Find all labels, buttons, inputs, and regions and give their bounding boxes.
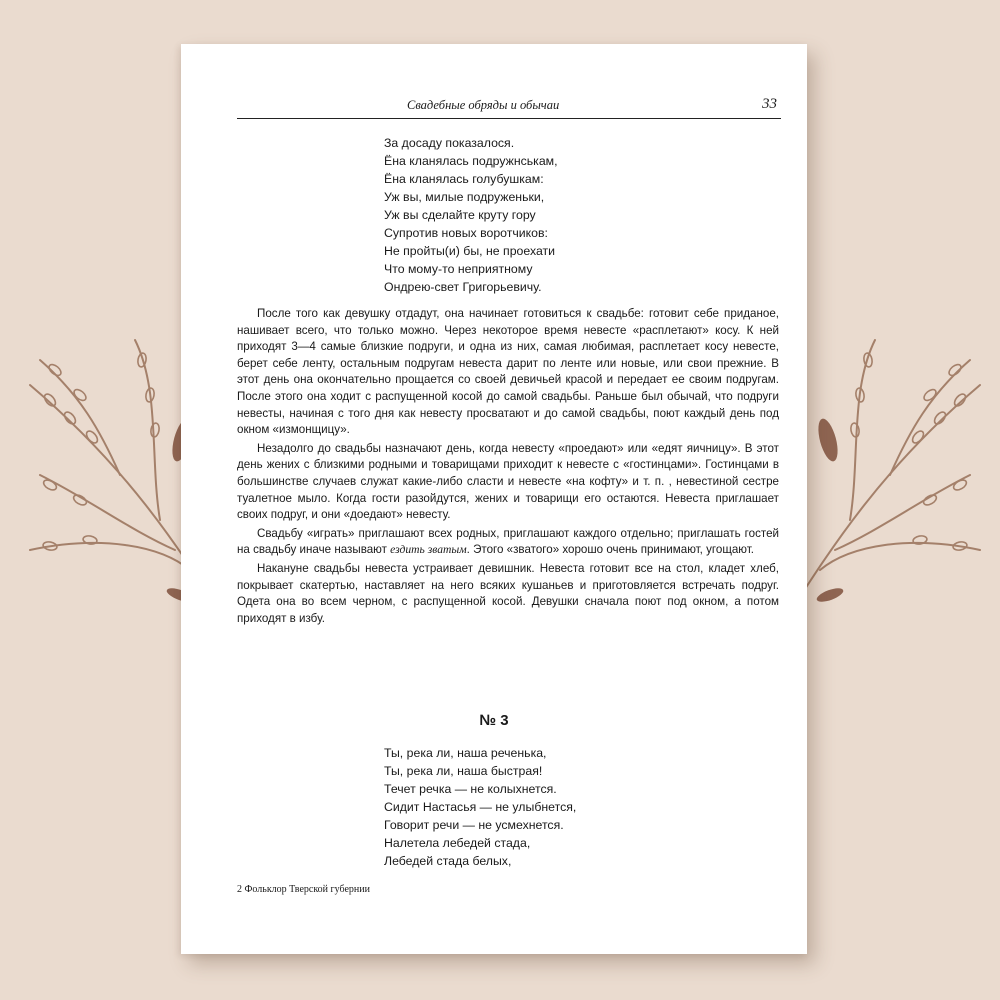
text-run: После того как девушку отдадут, она начинает готовиться к свадьбе: готовит себе приданое, нашивает всего, что только можно. Через некоторое время невесте «расплетают» косу. К ней приходят 3—4 самые близкие подруги, и одна из них, самая любимая, расплетает косу невесте, берет себе ленту, остальным подругам невеста дарит по ленте или новые, или свои прежние. В этот день она окончательно прощается со своей девичьей красой и передает ее своим подругам. После этого она ходит с распущенной косой до самой свадьбы. Раньше был обычай, что подруги невесты, начиная с того дня как невесту просватают и до самой свадьбы, поют каждый день под окном «измонщицу». [237, 307, 779, 437]
footer-signature: 2 Фольклор Тверской губернии [237, 884, 370, 895]
poem-line: Сидит Настасья — не улыбнется, [384, 800, 577, 814]
running-title: Свадебные обряды и обычаи [407, 98, 560, 112]
poem-verse-top [384, 134, 558, 296]
italic-phrase: ездить зватым [390, 543, 467, 557]
poem-line: Ты, река ли, наша реченька, [384, 746, 547, 760]
paragraph [237, 441, 779, 524]
text-run: Свадьбу «играть» приглашают всех родных, приглашают каждого отдельно; приглашать гостей на свадьбу иначе называют [237, 526, 779, 557]
poem-line: Супротив новых воротчиков: [384, 226, 548, 240]
page-header [237, 96, 781, 119]
poem-line: Лебедей стада белых, [384, 854, 512, 868]
poem-line: Налетела лебедей стада, [384, 836, 531, 850]
poem-line: Ёна кланялась подружнськам, [384, 154, 558, 168]
poem-line: Уж вы сделайте круту гору [384, 208, 536, 222]
poem-line: За досаду показалося. [384, 136, 515, 150]
poem-line: Течет речка — не колыхнется. [384, 782, 557, 796]
paragraph [237, 561, 779, 627]
poem-line: Не пройты(и) бы, не проехати [384, 244, 556, 258]
prose-text [237, 306, 779, 627]
book-page [181, 44, 807, 954]
poem-line: Ты, река ли, наша быстрая! [384, 764, 543, 778]
paragraph [237, 526, 779, 559]
poem-line: Что мому-то неприятному [384, 262, 533, 276]
text-run: Накануне свадьбы невеста устраивает девишник. Невеста готовит все на стол, кладет хлеб, покрывает скатертью, наставляет на него всяких кушаньев и приготовляется встречать подруг. Одета она во всем черном, с распущенной косой. Девушки сначала поют под окном, а потом приходят в избу. [237, 561, 779, 625]
poem-line: Ёна кланялась голубушкам: [384, 172, 544, 186]
page-number: 33 [762, 96, 777, 112]
poem-verse-bottom [384, 744, 576, 870]
paragraph [237, 306, 779, 439]
poem-line: Говорит речи — не усмехнется. [384, 818, 564, 832]
poem-line: Ондрею-свет Григорьевичу. [384, 280, 542, 294]
text-run: . Этого «зватого» хорошо очень принимают, угощают. [466, 543, 754, 557]
song-number-heading: № 3 [479, 712, 509, 729]
poem-line: Уж вы, милые подруженьки, [384, 190, 545, 204]
text-run: Незадолго до свадьбы назначают день, когда невесту «проедают» или «едят яичницу». В этот день жених с близкими родными и товарищами приходит к невесте с «гостинцами». Гостинцами в большинстве случаев служат какие-либо сласти и невесте «на кофту» и т. п. , невестиной сестре туалетное мыло. Когда гости разойдутся, жених и товарищи его остаются. Невеста приглашает своих подруг, и они «доедают» невесту. [237, 441, 779, 522]
